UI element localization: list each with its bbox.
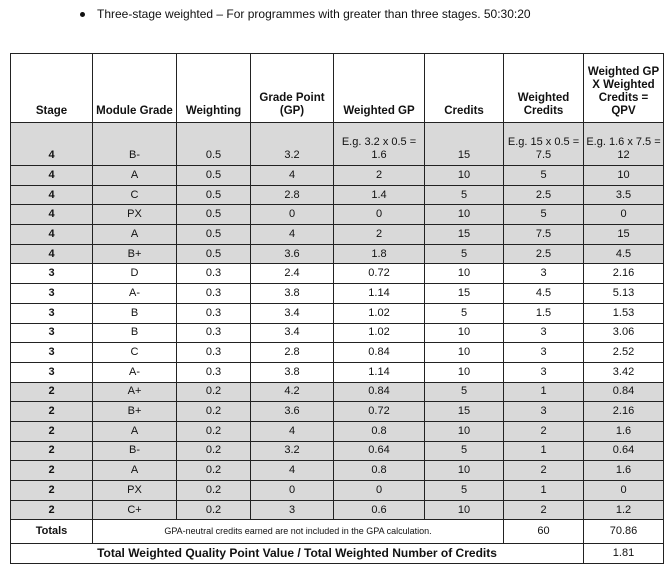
table-cell: 2.16	[584, 402, 664, 422]
table-cell: 2	[504, 500, 584, 520]
table-cell: 1.5	[504, 303, 584, 323]
table-cell: 0.84	[584, 382, 664, 402]
table-cell: 5	[425, 382, 504, 402]
table-cell: 0.3	[177, 323, 251, 343]
totals-row	[11, 520, 664, 544]
table-cell: 4	[11, 123, 93, 166]
table-cell: 2	[504, 461, 584, 481]
table-cell: 3.6	[251, 244, 334, 264]
table-cell: 10	[425, 500, 504, 520]
table-cell: 15	[584, 225, 664, 245]
table-cell: 3.4	[251, 303, 334, 323]
table-cell: 1.53	[584, 303, 664, 323]
table-cell: 2.8	[251, 343, 334, 363]
table-cell: 15	[425, 284, 504, 304]
totals-label: Totals	[11, 520, 93, 544]
table-cell: A	[93, 225, 177, 245]
table-cell: 3.6	[251, 402, 334, 422]
table-cell: 10	[425, 343, 504, 363]
table-row	[11, 362, 664, 382]
table-cell: 2	[334, 166, 425, 186]
table-cell: 2	[11, 500, 93, 520]
table-cell: 3.8	[251, 362, 334, 382]
table-cell: 7.5	[504, 225, 584, 245]
table-cell: 0.3	[177, 343, 251, 363]
table-row	[11, 303, 664, 323]
table-cell: 5	[504, 166, 584, 186]
table-cell: 4	[11, 225, 93, 245]
table-cell: 3	[504, 402, 584, 422]
table-cell: 4	[251, 421, 334, 441]
table-row	[11, 185, 664, 205]
table-cell: 1.14	[334, 362, 425, 382]
table-cell: 2.5	[504, 244, 584, 264]
table-cell: 0	[584, 205, 664, 225]
table-cell: 0.3	[177, 303, 251, 323]
table-cell: 10	[425, 166, 504, 186]
table-cell: 0.5	[177, 166, 251, 186]
table-cell: 10	[425, 461, 504, 481]
table-cell: 2	[334, 225, 425, 245]
table-cell: 5	[504, 205, 584, 225]
column-header: Weighted GP	[334, 54, 425, 123]
table-cell: D	[93, 264, 177, 284]
table-cell: PX	[93, 205, 177, 225]
table-cell: 0.3	[177, 362, 251, 382]
table-cell: 3.8	[251, 284, 334, 304]
table-cell: 1.02	[334, 303, 425, 323]
table-cell: 2	[11, 481, 93, 501]
table-cell: 3.2	[251, 441, 334, 461]
table-cell: 10	[425, 362, 504, 382]
table-cell: 0.2	[177, 402, 251, 422]
table-cell: 5	[425, 441, 504, 461]
table-cell: 5	[425, 244, 504, 264]
table-cell: 2	[11, 382, 93, 402]
table-cell: 5	[425, 481, 504, 501]
table-row	[11, 421, 664, 441]
table-cell: 1.6	[584, 421, 664, 441]
bullet-icon	[80, 12, 85, 17]
column-header: Stage	[11, 54, 93, 123]
table-cell: 2.5	[504, 185, 584, 205]
table-cell: 0	[334, 205, 425, 225]
table-row	[11, 382, 664, 402]
final-gpa: 1.81	[584, 544, 664, 564]
table-cell: 5	[425, 303, 504, 323]
table-cell: 4	[251, 166, 334, 186]
table-cell: 1.4	[334, 185, 425, 205]
table-cell: 0	[334, 481, 425, 501]
table-cell: C	[93, 185, 177, 205]
table-cell: 3	[11, 284, 93, 304]
table-cell: 1.02	[334, 323, 425, 343]
table-row	[11, 123, 664, 166]
table-cell: 0.72	[334, 402, 425, 422]
table-row	[11, 264, 664, 284]
table-cell: 4.5	[584, 244, 664, 264]
table-cell: B	[93, 323, 177, 343]
table-cell: 10	[584, 166, 664, 186]
table-row	[11, 225, 664, 245]
final-label: Total Weighted Quality Point Value / Total Weighted Number of Credits	[11, 544, 584, 564]
table-cell: 15	[425, 225, 504, 245]
table-row	[11, 343, 664, 363]
table-cell: 0.5	[177, 185, 251, 205]
table-cell: A-	[93, 362, 177, 382]
totals-note: GPA-neutral credits earned are not included in the GPA calculation.	[93, 520, 504, 544]
table-cell: 3	[504, 362, 584, 382]
table-cell: 10	[425, 323, 504, 343]
table-cell: 4.5	[504, 284, 584, 304]
table-cell: 2.52	[584, 343, 664, 363]
table-cell: 1.8	[334, 244, 425, 264]
table-cell: 3.06	[584, 323, 664, 343]
table-row	[11, 284, 664, 304]
table-cell: 2.16	[584, 264, 664, 284]
table-cell: 3	[504, 264, 584, 284]
table-row	[11, 461, 664, 481]
table-cell: PX	[93, 481, 177, 501]
intro-bullet	[80, 7, 531, 21]
table-cell: 1	[504, 441, 584, 461]
table-cell: 0.2	[177, 441, 251, 461]
table-cell: 3	[11, 264, 93, 284]
column-header: Module Grade	[93, 54, 177, 123]
table-cell: 4	[11, 205, 93, 225]
table-row	[11, 441, 664, 461]
table-cell: A	[93, 421, 177, 441]
table-cell: A	[93, 166, 177, 186]
table-cell: 2	[11, 441, 93, 461]
table-cell: B+	[93, 402, 177, 422]
header-row	[11, 54, 664, 123]
table-cell: 0.5	[177, 205, 251, 225]
table-cell: 5.13	[584, 284, 664, 304]
table-cell: 5	[425, 185, 504, 205]
table-cell: 2	[504, 421, 584, 441]
table-cell: 0.2	[177, 421, 251, 441]
table-cell: 0	[251, 481, 334, 501]
table-cell: 1	[504, 382, 584, 402]
table-cell: 2	[11, 421, 93, 441]
final-row	[11, 544, 664, 564]
totals-qpv: 70.86	[584, 520, 664, 544]
table-cell: 4	[11, 244, 93, 264]
table-cell: 0.84	[334, 382, 425, 402]
table-cell: 1	[504, 481, 584, 501]
table-cell: B-	[93, 441, 177, 461]
table-cell: 0.2	[177, 481, 251, 501]
table-cell: 3.2	[251, 123, 334, 166]
table-row	[11, 323, 664, 343]
table-cell: 3	[11, 343, 93, 363]
totals-weighted-credits: 60	[504, 520, 584, 544]
table-cell: B-	[93, 123, 177, 166]
column-header: Weighted GP X Weighted Credits = QPV	[584, 54, 664, 123]
table-cell: A	[93, 461, 177, 481]
table-cell: 4	[251, 461, 334, 481]
table-row	[11, 402, 664, 422]
table-cell: 3.5	[584, 185, 664, 205]
table-cell: 0.8	[334, 461, 425, 481]
table-cell: 4	[251, 225, 334, 245]
table-cell: C	[93, 343, 177, 363]
gpa-table	[10, 53, 664, 564]
table-cell: 15	[425, 123, 504, 166]
table-cell: E.g. 1.6 x 7.5 = 12	[584, 123, 664, 166]
column-header: Weighting	[177, 54, 251, 123]
table-cell: 0.5	[177, 244, 251, 264]
table-cell: 1.2	[584, 500, 664, 520]
table-cell: 4	[11, 166, 93, 186]
table-cell: 0	[251, 205, 334, 225]
table-cell: 4	[11, 185, 93, 205]
table-cell: 0.5	[177, 225, 251, 245]
table-cell: 0.2	[177, 500, 251, 520]
table-cell: 10	[425, 264, 504, 284]
table-cell: A+	[93, 382, 177, 402]
column-header: Weighted Credits	[504, 54, 584, 123]
table-row	[11, 205, 664, 225]
table-cell: 0.5	[177, 123, 251, 166]
table-cell: 0.3	[177, 284, 251, 304]
table-cell: 0.72	[334, 264, 425, 284]
table-cell: 2.8	[251, 185, 334, 205]
table-cell: A-	[93, 284, 177, 304]
table-cell: 1.14	[334, 284, 425, 304]
column-header: Credits	[425, 54, 504, 123]
table-cell: 10	[425, 205, 504, 225]
table-cell: 3	[11, 303, 93, 323]
table-cell: 0.2	[177, 382, 251, 402]
table-cell: 0.84	[334, 343, 425, 363]
table-cell: 0.6	[334, 500, 425, 520]
table-cell: 2	[11, 461, 93, 481]
table-cell: 0.3	[177, 264, 251, 284]
intro-text: Three-stage weighted – For programmes with greater than three stages. 50:30:20	[97, 7, 531, 21]
table-cell: 0.8	[334, 421, 425, 441]
table-cell: C+	[93, 500, 177, 520]
table-cell: 3.4	[251, 323, 334, 343]
table-row	[11, 500, 664, 520]
table-cell: B+	[93, 244, 177, 264]
table-cell: E.g. 3.2 x 0.5 = 1.6	[334, 123, 425, 166]
table-cell: 2.4	[251, 264, 334, 284]
table-cell: 0.64	[334, 441, 425, 461]
table-row	[11, 244, 664, 264]
table-cell: 10	[425, 421, 504, 441]
table-row	[11, 166, 664, 186]
table-cell: 3	[504, 323, 584, 343]
table-cell: 0.2	[177, 461, 251, 481]
table-cell: 3.42	[584, 362, 664, 382]
table-cell: 0.64	[584, 441, 664, 461]
column-header: Grade Point (GP)	[251, 54, 334, 123]
table-cell: 3	[11, 323, 93, 343]
table-row	[11, 481, 664, 501]
table-cell: 3	[11, 362, 93, 382]
table-cell: 0	[584, 481, 664, 501]
table-cell: E.g. 15 x 0.5 = 7.5	[504, 123, 584, 166]
table-cell: 2	[11, 402, 93, 422]
table-cell: 3	[504, 343, 584, 363]
table-cell: B	[93, 303, 177, 323]
table-cell: 3	[251, 500, 334, 520]
table-cell: 15	[425, 402, 504, 422]
table-cell: 4.2	[251, 382, 334, 402]
table-cell: 1.6	[584, 461, 664, 481]
